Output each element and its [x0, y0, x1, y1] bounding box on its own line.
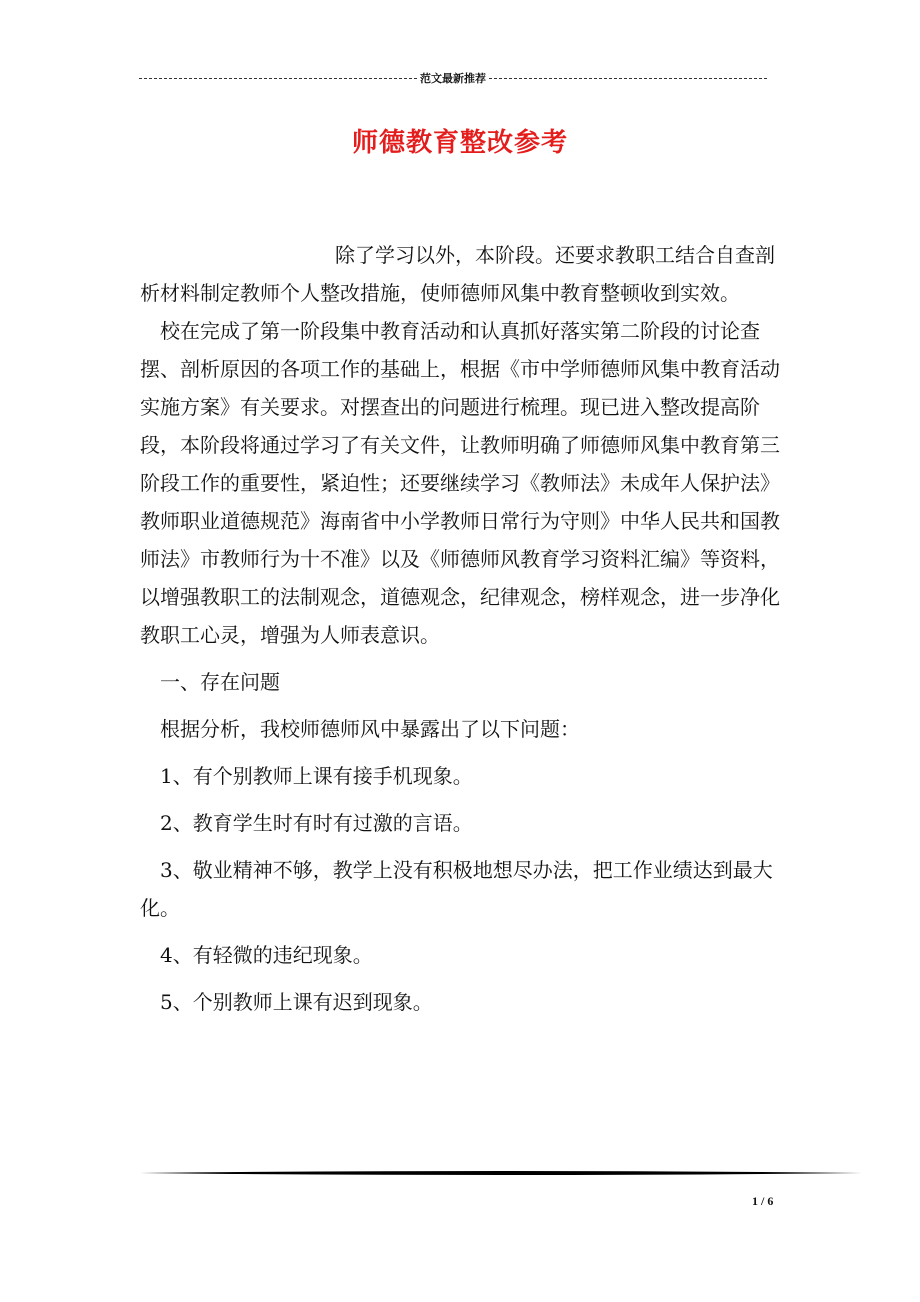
paragraph: 除了学习以外，本阶段。还要求教职工结合自查剖析材料制定教师个人整改措施，使师德师风集中教育整顿收到实效。 — [140, 243, 775, 305]
document-body — [140, 236, 785, 1021]
header-rule — [139, 70, 767, 86]
list-item: 4、有轻微的违纪现象。 — [160, 943, 373, 967]
list-item: 1、有个别教师上课有接手机现象。 — [160, 764, 473, 788]
list-item: 2、教育学生时有时有过激的言语。 — [160, 811, 473, 835]
document-title: 师德教育整改参考 — [351, 128, 568, 158]
header-label: 范文最新推荐 — [420, 72, 486, 85]
list-item: 5、个别教师上课有迟到现象。 — [160, 990, 433, 1014]
page-number: 1 / 6 — [752, 1194, 774, 1208]
header-dash-left — [139, 78, 417, 79]
paragraph: 校在完成了第一阶段集中教育活动和认真抓好落实第二阶段的讨论查摆、剖析原因的各项工作的基础上，根据《市中学师德师风集中教育活动实施方案》有关要求。对摆查出的问题进行梳理。现已进入整改提高阶段，本阶段将通过学习了有关文件，让教师明确了师德师风集中教育第三阶段工作的重要性，紧迫性；还要继续学习《教师法》未成年人保护法》教师职业道德规范》海南省中小学教师日常行为守则》中华人民共和国教师法》市教师行为十不准》以及《师德师风教育学习资料汇编》等资料，以增强教职工的法制观念，道德观念，纪律观念，榜样观念，进一步净化教职工心灵，增强为人师表意识。 — [140, 319, 780, 647]
footer-divider — [140, 1170, 862, 1176]
section-heading: 一、存在问题 — [160, 670, 280, 694]
paragraph: 根据分析，我校师德师风中暴露出了以下问题： — [160, 717, 580, 741]
list-item: 3、敬业精神不够，教学上没有积极地想尽办法，把工作业绩达到最大化。 — [140, 858, 773, 920]
header-dash-right — [489, 78, 767, 79]
